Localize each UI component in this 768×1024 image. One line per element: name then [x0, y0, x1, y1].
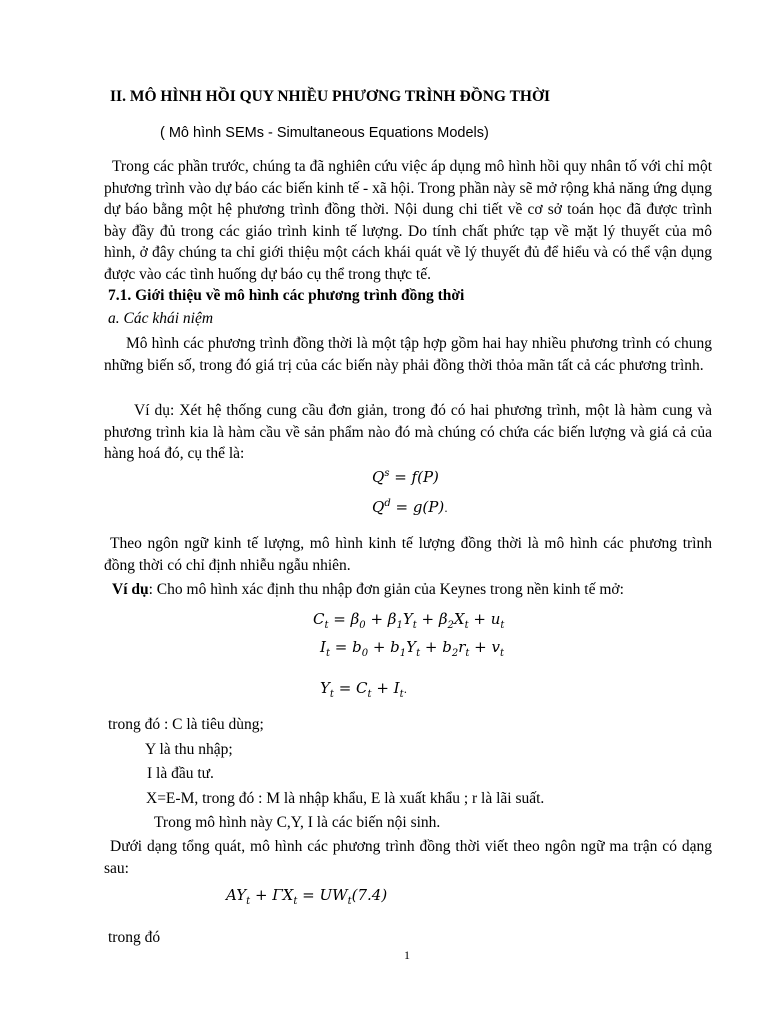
- eq-text: + b: [368, 638, 400, 656]
- eq-text: AY: [226, 886, 247, 904]
- eq-text: Q: [372, 498, 385, 516]
- equation-consumption: [313, 610, 504, 631]
- eq-text: .: [444, 502, 448, 515]
- intro-text: Trong các phần trước, chúng ta đã nghiên cứu việc áp dụng mô hình hồi quy nhân tố với chỉ một phương trình vào dự báo các biến kinh tế - xã hội. Trong phần này sẽ mở rộng khả năng ứng dụng dự báo bằng một hệ phương trình đồng thời. Nội dung chi tiết về cơ sở toán học đã được trình bày đầy đủ trong các giáo trình kinh tế lượng. Do tính chất phức tạp về mặt lý thuyết của mô hình, ở đây chúng ta chỉ giới thiệu một cách khái quát về lý thuyết đủ để hiểu và có thể vận dụng được vào các tình huống dự báo cụ thể trong thực tế.: [104, 158, 712, 283]
- econ-paragraph: [104, 533, 712, 576]
- eq-sub: 0: [361, 648, 369, 659]
- eq-sub: 2: [451, 648, 459, 659]
- where-line-3: I là đầu tư.: [147, 765, 214, 782]
- eq-sub: 1: [399, 648, 407, 659]
- eq-sup: s: [384, 468, 390, 479]
- concept-paragraph: [104, 333, 712, 376]
- eq-sub: t: [399, 689, 404, 700]
- equation-matrix: [226, 886, 387, 907]
- eq-sub: t: [246, 896, 251, 907]
- section-subheading: ( Mô hình SEMs - Simultaneous Equations Models): [160, 125, 489, 141]
- page-number: 1: [404, 948, 410, 962]
- general-paragraph: [104, 836, 712, 879]
- equation-investment: [320, 638, 504, 659]
- econ-text: Theo ngôn ngữ kinh tế lượng, mô hình kinh tế lượng đồng thời là mô hình các phương trình đồng thời có chỉ định nhiễu ngẫu nhiên.: [104, 535, 712, 574]
- eq-sub: 0: [359, 620, 366, 631]
- example2-line: [112, 581, 624, 599]
- section-7-1-heading: 7.1. Giới thiệu về mô hình các phương trình đồng thời: [108, 287, 465, 304]
- eq-text: + β: [416, 610, 448, 628]
- eq-sub: 1: [396, 620, 403, 631]
- eq-sub: t: [465, 648, 470, 659]
- eq-sub: t: [412, 620, 417, 631]
- where-line-5: Trong mô hình này C,Y, I là các biến nội sinh.: [154, 814, 441, 831]
- eq-text: I: [320, 638, 326, 656]
- eq-sub: t: [464, 620, 469, 631]
- eq-text: Q: [372, 468, 385, 486]
- equation-supply: [372, 468, 439, 486]
- section-heading: II. MÔ HÌNH HỒI QUY NHIỀU PHƯƠNG TRÌNH ĐỒNG THỜI: [110, 88, 551, 105]
- eq-text: Y: [402, 610, 413, 628]
- eq-text: = C: [333, 679, 368, 697]
- eq-sub: t: [325, 648, 330, 659]
- eq-text: Y: [406, 638, 417, 656]
- eq-text: Y: [320, 679, 330, 697]
- eq-sub: t: [500, 620, 505, 631]
- eq-text: + u: [468, 610, 501, 628]
- equation-income: [320, 679, 407, 700]
- intro-paragraph: [104, 156, 712, 286]
- eq-text: (7.4): [351, 886, 388, 904]
- eq-text: .: [403, 683, 408, 696]
- subsection-a-heading: a. Các khái niệm: [108, 310, 214, 327]
- eq-text: + ΓX: [250, 886, 294, 904]
- where-line-4: X=E-M, trong đó : M là nhập khẩu, E là xuất khẩu ; r là lãi suất.: [146, 790, 545, 807]
- eq-sub: t: [499, 648, 505, 659]
- eq-sub: t: [329, 689, 334, 700]
- eq-sub: t: [347, 896, 352, 907]
- example2-label: Ví dụ: [112, 581, 149, 598]
- eq-text: = β: [328, 610, 360, 628]
- eq-text: = f(P): [389, 468, 439, 486]
- eq-text: + b: [420, 638, 452, 656]
- general-text: Dưới dạng tổng quát, mô hình các phương trình đồng thời viết theo ngôn ngữ ma trận có dạng sau:: [104, 838, 712, 877]
- concept-text: Mô hình các phương trình đồng thời là một tập hợp gồm hai hay nhiều phương trình có chung những biến số, trong đó giá trị của các biến này phải đồng thời thỏa mãn tất cả các phương trình.: [104, 335, 712, 374]
- eq-sub: t: [293, 896, 298, 907]
- example1-text: Ví dụ: Xét hệ thống cung cầu đơn giản, trong đó có hai phương trình, một là hàm cung và phương trình kia là hàm cầu về sản phẩm nào đó mà chúng có chứa các biến lượng và giá cả của hàng hoá đó, cụ thể là:: [104, 402, 712, 463]
- where-line-2: Y là thu nhập;: [145, 741, 233, 758]
- eq-text: = g(P): [390, 498, 445, 516]
- eq-sub: t: [416, 648, 421, 659]
- example2-text: : Cho mô hình xác định thu nhập đơn giản của Keynes trong nền kinh tế mở:: [148, 581, 624, 598]
- eq-sub: t: [324, 620, 329, 631]
- example1-paragraph: [104, 400, 712, 465]
- eq-text: r: [458, 638, 466, 656]
- eq-text: X: [453, 610, 465, 628]
- eq-text: + I: [371, 679, 400, 697]
- eq-text: = UW: [297, 886, 348, 904]
- eq-text: = b: [329, 638, 362, 656]
- eq-text: + v: [469, 638, 500, 656]
- eq-sub: 2: [447, 620, 454, 631]
- eq-text: C: [313, 610, 325, 628]
- where-line-1: trong đó : C là tiêu dùng;: [108, 716, 264, 733]
- eq-sup: d: [384, 498, 391, 509]
- equation-demand: [372, 498, 448, 516]
- eq-text: + β: [365, 610, 397, 628]
- trong-do-label: trong đó: [108, 929, 161, 946]
- eq-sub: t: [367, 689, 372, 700]
